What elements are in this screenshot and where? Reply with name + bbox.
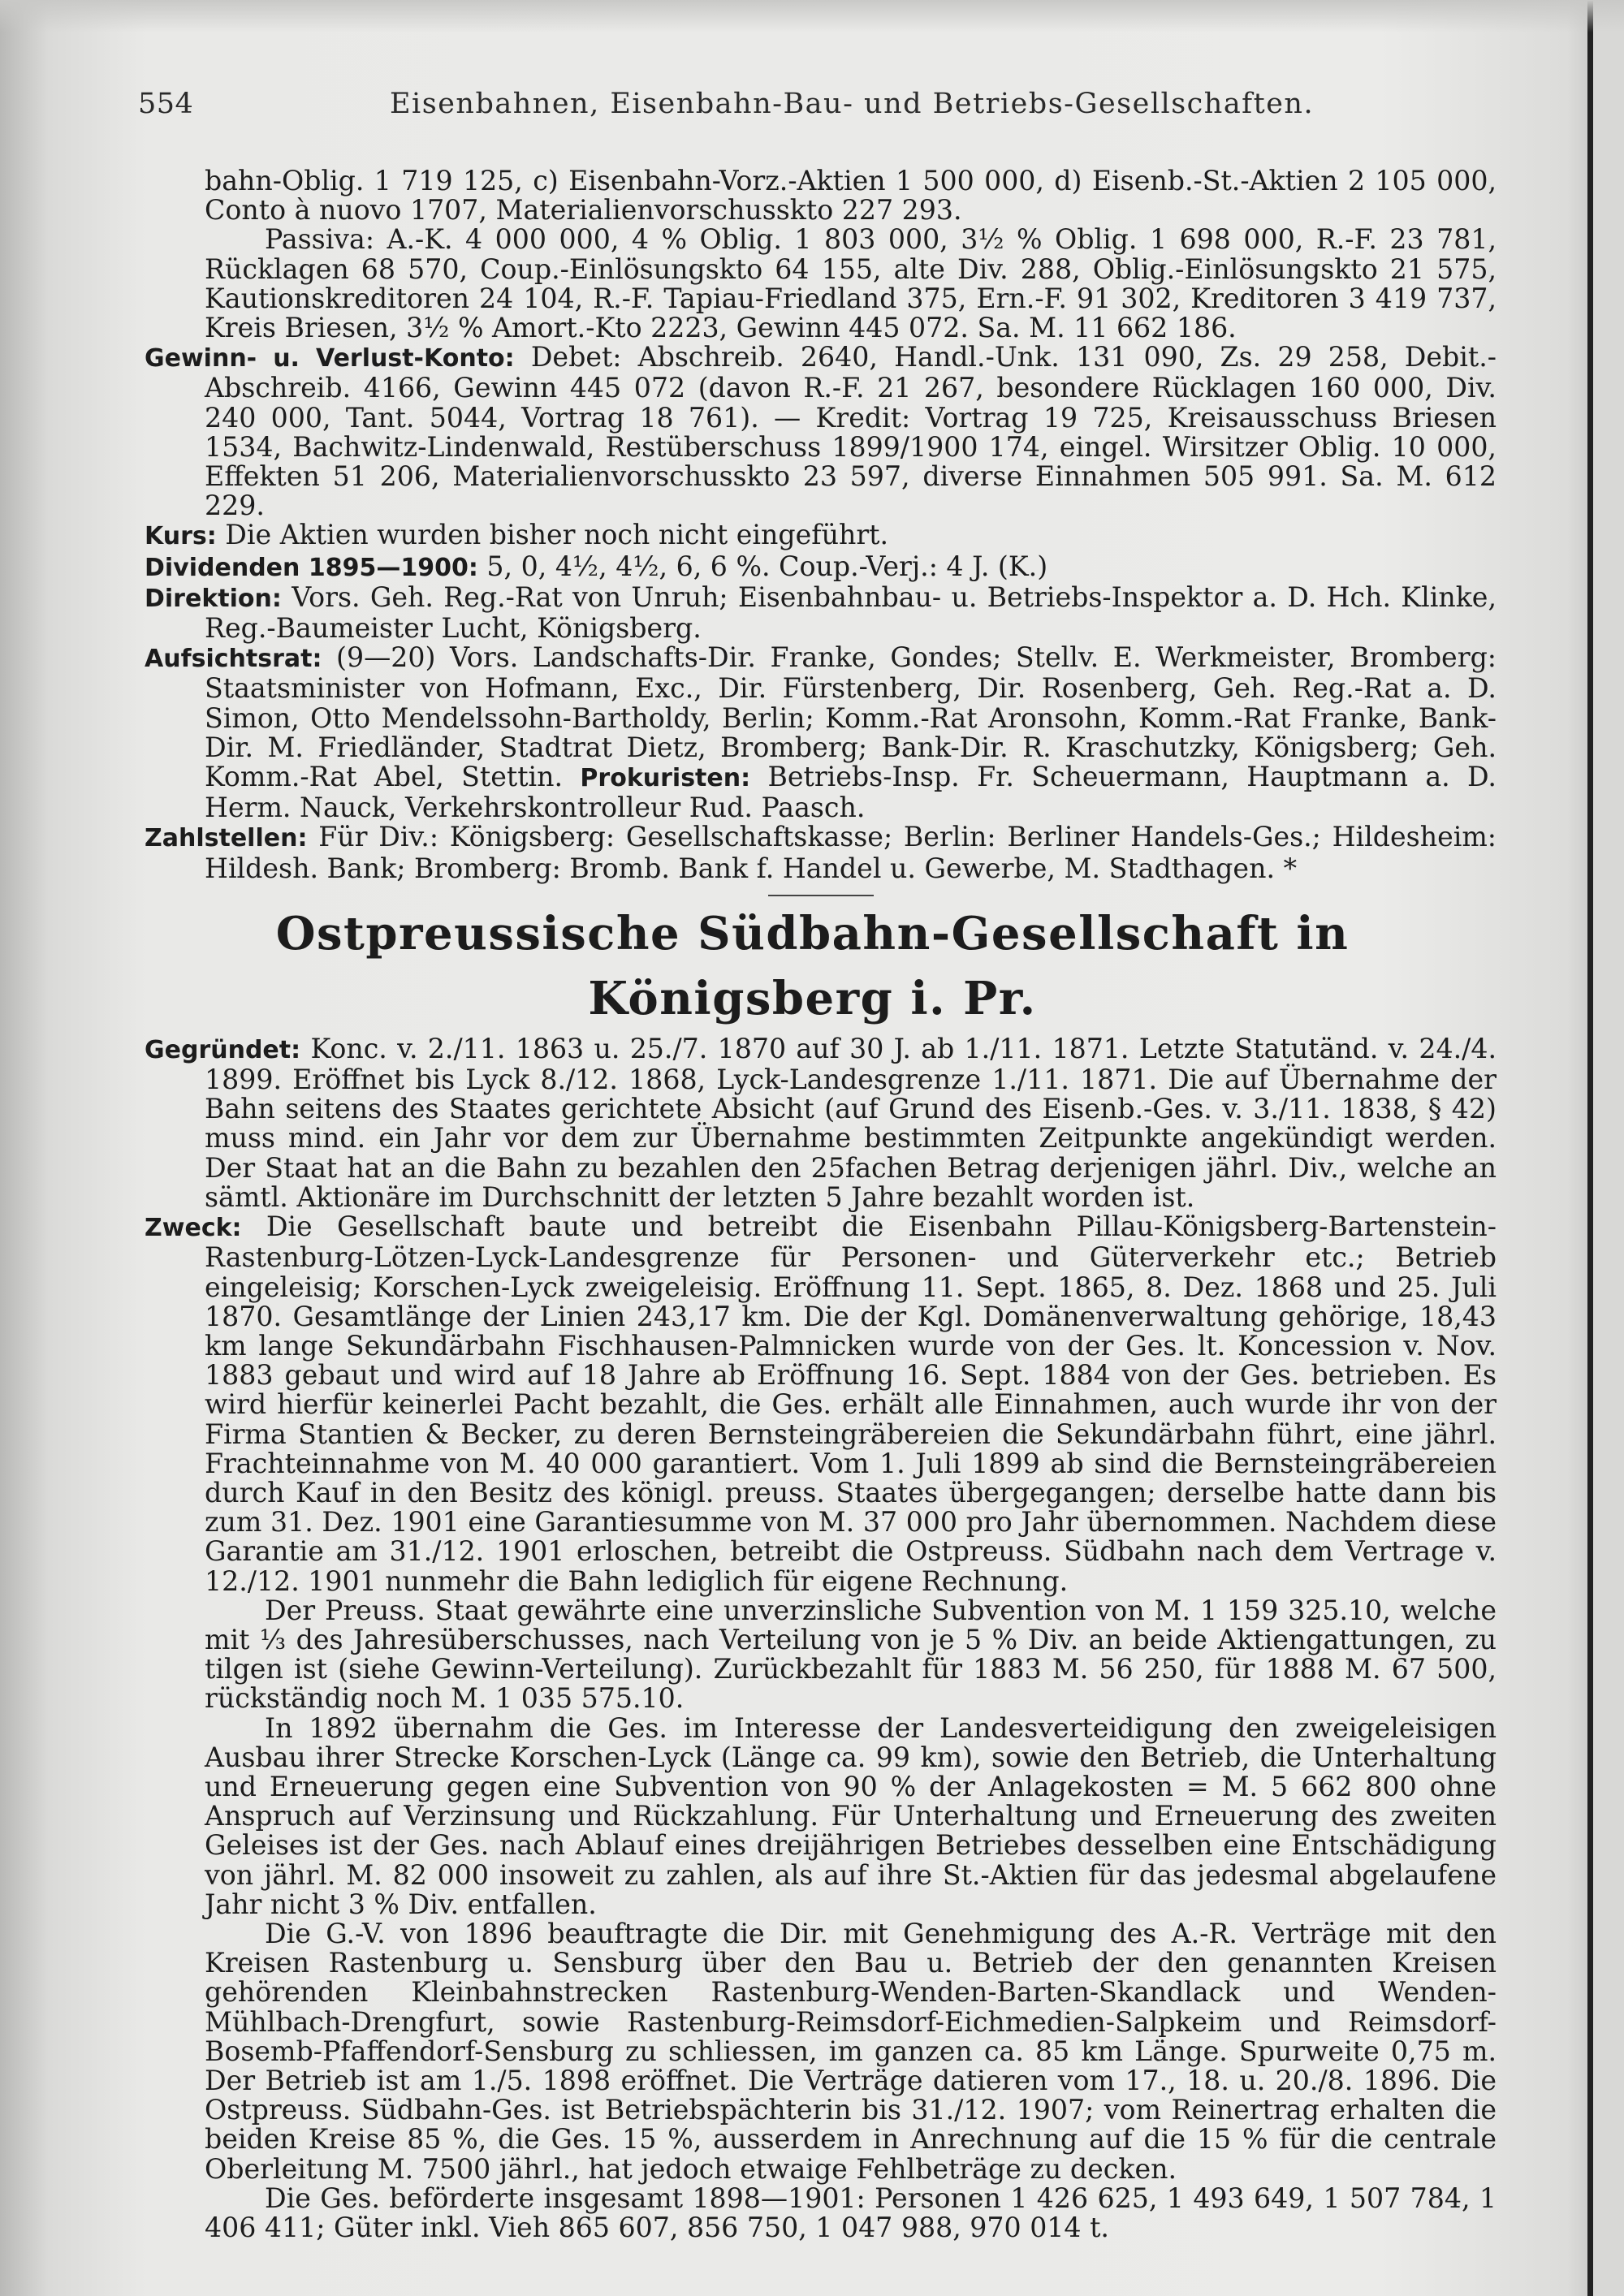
kurs-entry — [145, 520, 1497, 551]
page-number: 554 — [138, 88, 194, 120]
befoerderung-paragraph: Die Ges. beförderte insgesamt 1898—1901: Personen 1 426 625, 1 493 649, 1 507 784, 1 406 411; Güter inkl. Vieh 865 607, 856 750, 1 047 988, 970 014 t. — [205, 2182, 1497, 2243]
section-divider — [768, 895, 874, 896]
bilanz-passiva: Passiva: A.-K. 4 000 000, 4 % Oblig. 1 803 000, 3½ % Oblig. 1 698 000, R.-F. 23 781, Rücklagen 68 570, Coup.-Einlösungskto 64 155, alte Div. 288, Oblig.-Einlösungskto 21 575, Kautionskreditoren 24 104, R.-F. Tapiau-Friedland 375, Ern.-F. 91 302, Kreditoren 3 419 737, Kreis Briesen, 3½ % Amort.-Kto 2223, Gewinn 445 072. Sa. M. 11 662 186. — [205, 223, 1497, 344]
aufsichtsrat-label: Aufsichtsrat: — [145, 645, 322, 674]
dividenden-text: 5, 0, 4½, 4½, 6, 6 %. Coup.-Verj.: 4 J. (K.) — [486, 550, 1048, 582]
gewinn-verlust-label: Gewinn- u. Verlust-Konto: — [145, 344, 515, 373]
zweck-text: Die Gesellschaft baute und betreibt die Eisenbahn Pillau-Königsberg-Bartenstein-Rastenburg-Lötzen-Lyck-Landesgrenze für Personen- und Güterverkehr etc.; Betrieb eingeleisig; Korschen-Lyck zweigeleisig. Eröffnung 11. Sept. 1865, 8. Dez. 1868 und 25. Juli 1870. Gesamtlänge der Linien 243,17 km. Die der Kgl. Domänenverwaltung gehörige, 18,43 km lange Sekundärbahn Fischhausen-Palmnicken wurde von der Ges. lt. Koncession v. Nov. 1883 gebaut und wird auf 18 Jahre ab Eröffnung 16. Sept. 1884 von der Ges. betrieben. Es wird hierfür keinerlei Pacht bezahlt, die Ges. erhält alle Einnahmen, auch wurde ihr von der Firma Stantien & Becker, zu deren Bernsteingräbereien die Sekundärbahn führt, eine jährl. Frachteinnahme von M. 40 000 garantiert. Vom 1. Juli 1899 ab sind die Bernsteingräbereien durch Kauf in den Besitz des königl. preuss. Staates übergegangen; derselbe hatte dann bis zum 31. Dez. 1901 eine Garantiesumme von M. 37 000 pro Jahr übernommen. Nachdem diese Garantie am 31./12. 1901 erloschen, betreibt die Ostpreuss. Südbahn nach dem Vertrage v. 12./12. 1901 nunmehr die Bahn lediglich für eigene Rechnung. — [205, 1211, 1497, 1597]
zweck-label: Zweck: — [145, 1214, 242, 1243]
gegruendet-entry — [145, 1034, 1497, 1212]
kleinbahn-paragraph: Die G.-V. von 1896 beauftragte die Dir. mit Genehmigung des A.-R. Verträge mit den Kreisen Rastenburg u. Sensburg über den Bau u. Betrieb der den genannten Kreisen gehörenden Kleinbahnstrecken Rastenburg-Wenden-Barten-Skandlack und Wenden-Mühlbach-Drengfurt, sowie Rastenburg-Reimsdorf-Eichmedien-Salpkeim und Reimsdorf-Bosemb-Pfaffendorf-Sensburg zu schliessen, im ganzen ca. 85 km Länge. Spurweite 0,75 m. Der Betrieb ist am 1./5. 1898 eröffnet. Die Verträge datieren vom 17., 18. u. 20./8. 1896. Die Ostpreuss. Südbahn-Ges. ist Betriebspächterin bis 31./12. 1907; vom Reinertrag erhalten die beiden Kreise 85 %, die Ges. 15 %, ausserdem in Anrechnung auf die 15 % für die centrale Oberleitung M. 7500 jährl., hat jedoch etwaige Fehlbeträge zu decken. — [205, 1917, 1497, 2185]
bilanz-aktiva-continued: bahn-Oblig. 1 719 125, c) Eisenbahn-Vorz.-Aktien 1 500 000, d) Eisenb.-St.-Aktien 2 105 000, Conto à nuovo 1707, Materialienvorschusskto 227 293. — [205, 165, 1497, 227]
zweck-entry — [145, 1212, 1497, 1596]
direktion-entry — [145, 580, 1497, 645]
aufsichtsrat-entry — [145, 643, 1497, 822]
gewinn-verlust-entry — [145, 343, 1497, 520]
prokuristen-label: Prokuristen: — [580, 764, 751, 793]
zahlstellen-entry — [145, 822, 1497, 883]
aufsichtsrat-text: (9—20) Vors. Landschafts-Dir. Franke, Gondes; Stellv. E. Werkmeister, Bromberg: Staatsminister von Hofmann, Exc., Dir. Fürstenberg, Dir. Rosenberg, Geh. Reg.-Rat a. D. Simon, Otto Mendelssohn-Bartholdy, Berlin; Komm.-Rat Aronsohn, Komm.-Rat Franke, Bank-Dir. M. Friedländer, Stadtrat Dietz, Bromberg; Bank-Dir. R. Kraschutzky, Königsberg; Geh. Komm.-Rat Abel, Stettin. — [205, 641, 1497, 793]
direktion-text: Vors. Geh. Reg.-Rat von Unruh; Eisenbahnbau- u. Betriebs-Inspektor a. D. Hch. Klinke, Reg.-Baumeister Lucht, Königsberg. — [205, 580, 1497, 645]
ausbau-paragraph: In 1892 übernahm die Ges. im Interesse der Landesverteidigung den zweigeleisigen Ausbau ihrer Strecke Korschen-Lyck (Länge ca. 99 km), sowie den Betrieb, die Unterhaltung und Erneuerung gegen eine Subvention von 90 % der Anlagekosten = M. 5 662 800 ohne Anspruch auf Verzinsung und Rückzahlung. Für Unterhaltung und Erneuerung des zweiten Geleises ist der Ges. nach Ablauf eines dreijährigen Betriebes desselben eine Entschädigung von jährl. M. 82 000 insoweit zu zahlen, als auf ihre St.-Aktien für das jedesmal abgelaufene Jahr nicht 3 % Div. entfallen. — [205, 1711, 1497, 1920]
prokuristen-text: Betriebs-Insp. Fr. Scheuermann, Hauptmann a. D. Herm. Nauck, Verkehrskontrolleur Rud. Paasch. — [205, 761, 1497, 824]
zahlstellen-label: Zahlstellen: — [145, 824, 308, 853]
gegruendet-text: Konc. v. 2./11. 1863 u. 25./7. 1870 auf 30 J. ab 1./11. 1871. Letzte Statutänd. v. 24./4. 1899. Eröffnet bis Lyck 8./12. 1868, Lyck-Landesgrenze 1./11. 1871. Die auf Übernahme der Bahn seitens des Staates gerichtete Absicht (auf Grund des Eisenb.-Ges. v. 3./11. 1838, § 42) muss mind. ein Jahr vor dem zur Übernahme bestimmten Zeitpunkte angekündigt werden. Der Staat hat an die Bahn zu bezahlen den 25fachen Betrag derjenigen jährl. Div., welche an sämtl. Aktionäre im Durchschnitt der letzten 5 Jahre bezahlt worden ist. — [205, 1032, 1497, 1213]
dividenden-label: Dividenden 1895—1900: — [145, 553, 478, 582]
gewinn-verlust-text: Debet: Abschreib. 2640, Handl.-Unk. 131 090, Zs. 29 258, Debit.-Abschreib. 4166, Gewinn 445 072 (davon R.-F. 21 267, besondere Rücklagen 160 000, Div. 240 000, Tant. 5044, Vortrag 18 761). — Kredit: Vortrag 19 725, Kreisausschuss Briesen 1534, Bachwitz-Lindenwald, Restüberschuss 1899/1900 174, eingel. Wirsitzer Oblig. 10 000, Effekten 51 206, Materialienvorschusskto 23 597, diverse Einnahmen 505 991. Sa. M. 612 229. — [205, 341, 1497, 522]
subvention-paragraph: Der Preuss. Staat gewährte eine unverzinsliche Subvention von M. 1 159 325.10, welche mit ⅓ des Jahresüberschusses, nach Verteilung von je 5 % Div. an beide Aktiengattungen, zu tilgen ist (siehe Gewinn-Verteilung). Zurückbezahlt für 1883 M. 56 250, für 1888 M. 67 500, rückständig noch M. 1 035 575.10. — [205, 1594, 1497, 1715]
gegruendet-label: Gegründet: — [145, 1035, 301, 1064]
company-title: Ostpreussische Südbahn-Gesellschaft in Königsberg i. Pr. — [275, 906, 1350, 1025]
kurs-text: Die Aktien wurden bisher noch nicht eingeführt. — [225, 519, 889, 551]
dividenden-entry — [145, 552, 1497, 583]
page-content — [145, 166, 1497, 2242]
direktion-label: Direktion: — [145, 584, 282, 613]
zahlstellen-text: Für Div.: Königsberg: Gesellschaftskasse; Berlin: Berliner Handels-Ges.; Hildesheim: Hildesh. Bank; Bromberg: Bromb. Bank f. Handel u. Gewerbe, M. Stadthagen. * — [205, 821, 1497, 884]
scan-shadow — [0, 0, 1624, 32]
running-title: Eisenbahnen, Eisenbahn-Bau- und Betriebs-Gesellschaften. — [390, 88, 1315, 120]
kurs-label: Kurs: — [145, 522, 217, 551]
